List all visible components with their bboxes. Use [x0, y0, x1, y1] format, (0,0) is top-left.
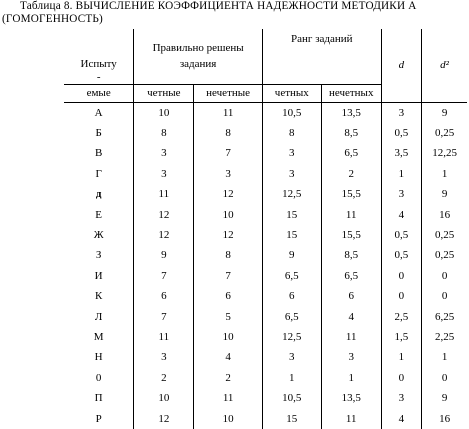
cell-d2-value: 1: [422, 347, 467, 367]
cell-subject: Б: [95, 127, 102, 140]
cell-even-correct: 2: [134, 368, 194, 388]
cell-d2-value: 0,25: [422, 123, 467, 143]
cell-odd-rank: 6,5: [321, 266, 381, 286]
cell-d-value: 2,5: [381, 306, 421, 326]
cell-odd-correct: 4: [194, 347, 263, 367]
cell-d-value: 0,5: [381, 245, 421, 265]
cell-subject: Е: [95, 208, 103, 221]
cell-odd-rank: 4: [321, 306, 381, 326]
cell-even-rank: 15: [262, 408, 321, 428]
cell-even-correct: 12: [134, 225, 194, 245]
header-subject-top: [64, 29, 134, 84]
table-row: [64, 266, 467, 286]
table-row: [64, 368, 467, 388]
cell-odd-correct: 10: [194, 327, 263, 347]
cell-odd-correct: 8: [194, 245, 263, 265]
cell-subject: Л: [94, 310, 103, 323]
table-caption: [2, 0, 467, 26]
cell-d2-value: 0,25: [422, 245, 467, 265]
cell-subject: Н: [94, 351, 103, 364]
cell-odd-correct: 11: [194, 388, 263, 408]
cell-even-rank: 9: [262, 245, 321, 265]
cell-d2-value: 9: [422, 388, 467, 408]
cell-odd-correct: 2: [194, 368, 263, 388]
table-row: [64, 388, 467, 408]
cell-even-correct: 7: [134, 306, 194, 326]
cell-even-rank: 6,5: [262, 306, 321, 326]
cell-d2-value: 0,25: [422, 225, 467, 245]
table-row: [64, 306, 467, 326]
cell-odd-rank: 8,5: [321, 123, 381, 143]
cell-d2-value: 0: [422, 286, 467, 306]
cell-even-rank: 3: [262, 164, 321, 184]
cell-odd-rank: 11: [321, 408, 381, 428]
table-row: [64, 204, 467, 224]
cell-d2-value: 6,25: [422, 306, 467, 326]
cell-odd-correct: 5: [194, 306, 263, 326]
cell-d-value: 3: [381, 388, 421, 408]
cell-subject: А: [94, 106, 103, 119]
cell-d2-value: 1: [422, 164, 467, 184]
cell-even-rank: 15: [262, 204, 321, 224]
cell-d-value: 1: [381, 347, 421, 367]
cell-d-value: 3: [381, 184, 421, 204]
table-row: [64, 286, 467, 306]
table-row: [64, 327, 467, 347]
cell-even-rank: 3: [262, 347, 321, 367]
cell-d2-value: 16: [422, 204, 467, 224]
cell-odd-rank: 11: [321, 327, 381, 347]
caption-line-2: (ГОМОГЕННОСТЬ): [2, 12, 103, 25]
table-row: [64, 164, 467, 184]
cell-even-correct: 10: [134, 102, 194, 123]
cell-even-correct: 12: [134, 408, 194, 428]
cell-d-value: 0: [381, 368, 421, 388]
cell-odd-rank: 15,5: [321, 184, 381, 204]
cell-subject: П: [94, 392, 103, 405]
cell-d2-value: 0: [422, 266, 467, 286]
cell-even-correct: 3: [134, 143, 194, 163]
cell-d2-value: 9: [422, 102, 467, 123]
cell-odd-correct: 6: [194, 286, 263, 306]
header-subject-bottom: емые: [64, 84, 134, 102]
cell-d-value: 4: [381, 408, 421, 428]
cell-even-correct: 12: [134, 204, 194, 224]
cell-even-rank: 1: [262, 368, 321, 388]
cell-even-rank: 10,5: [262, 388, 321, 408]
cell-d2-value: 9: [422, 184, 467, 204]
cell-d-value: 3,5: [381, 143, 421, 163]
cell-odd-rank: 2: [321, 164, 381, 184]
cell-d-value: 1: [381, 164, 421, 184]
cell-odd-rank: 3: [321, 347, 381, 367]
cell-d2-value: 16: [422, 408, 467, 428]
cell-even-rank: 6,5: [262, 266, 321, 286]
cell-odd-correct: 11: [194, 102, 263, 123]
cell-d-value: 1,5: [381, 327, 421, 347]
cell-d-value: 0,5: [381, 225, 421, 245]
header-correct-group: Правильно решены задания: [134, 29, 263, 84]
table-row: [64, 245, 467, 265]
cell-subject: Г: [95, 167, 102, 180]
cell-even-correct: 11: [134, 327, 194, 347]
table-row: [64, 123, 467, 143]
cell-even-correct: 3: [134, 164, 194, 184]
cell-d-value: 3: [381, 102, 421, 123]
cell-even-rank: 12,5: [262, 184, 321, 204]
cell-odd-rank: 8,5: [321, 245, 381, 265]
cell-odd-rank: 6,5: [321, 143, 381, 163]
cell-odd-correct: 7: [194, 143, 263, 163]
cell-subject: К: [94, 290, 103, 303]
header-subject-line1: Испыту: [80, 57, 117, 70]
table-row: [64, 225, 467, 245]
cell-d-value: 0: [381, 266, 421, 286]
cell-odd-correct: 10: [194, 204, 263, 224]
cell-subject: З: [95, 249, 102, 262]
cell-even-rank: 15: [262, 225, 321, 245]
header-subject-line2: -: [96, 70, 101, 83]
table-row: [64, 143, 467, 163]
cell-d2-value: 0: [422, 368, 467, 388]
cell-even-rank: 6: [262, 286, 321, 306]
cell-d-value: 0: [381, 286, 421, 306]
cell-odd-rank: 6: [321, 286, 381, 306]
cell-d2-value: 2,25: [422, 327, 467, 347]
cell-odd-rank: 13,5: [321, 388, 381, 408]
cell-d-value: 0,5: [381, 123, 421, 143]
cell-subject: В: [94, 147, 103, 160]
cell-odd-correct: 12: [194, 184, 263, 204]
cell-odd-rank: 13,5: [321, 102, 381, 123]
cell-subject: д: [95, 188, 102, 201]
reliability-table: [64, 29, 467, 429]
cell-even-rank: 3: [262, 143, 321, 163]
cell-odd-correct: 10: [194, 408, 263, 428]
cell-even-rank: 12,5: [262, 327, 321, 347]
cell-d2-value: 12,25: [422, 143, 467, 163]
cell-odd-correct: 8: [194, 123, 263, 143]
header-d: d: [381, 29, 421, 102]
cell-subject: 0: [95, 371, 102, 384]
header-even: четные: [134, 84, 194, 102]
cell-odd-rank: 15,5: [321, 225, 381, 245]
cell-even-correct: 8: [134, 123, 194, 143]
cell-even-rank: 8: [262, 123, 321, 143]
cell-even-correct: 3: [134, 347, 194, 367]
cell-odd-correct: 7: [194, 266, 263, 286]
cell-odd-correct: 3: [194, 164, 263, 184]
header-rank-group: Ранг заданий: [262, 29, 381, 84]
cell-even-correct: 11: [134, 184, 194, 204]
cell-even-correct: 6: [134, 286, 194, 306]
cell-subject: Р: [95, 412, 102, 425]
cell-even-correct: 10: [134, 388, 194, 408]
header-odd-rank: нечетных: [321, 84, 381, 102]
cell-even-rank: 10,5: [262, 102, 321, 123]
header-odd: нечетные: [194, 84, 263, 102]
table-row: [64, 408, 467, 428]
cell-d-value: 4: [381, 204, 421, 224]
header-d2: d²: [422, 29, 467, 102]
cell-odd-correct: 12: [194, 225, 263, 245]
cell-subject: И: [94, 269, 103, 282]
header-even-rank: четных: [262, 84, 321, 102]
table-row: [64, 102, 467, 123]
cell-even-correct: 9: [134, 245, 194, 265]
cell-subject: М: [93, 330, 104, 343]
cell-subject: Ж: [93, 229, 104, 242]
table-row: [64, 347, 467, 367]
caption-line-1: Таблица 8. ВЫЧИСЛЕНИЕ КОЭФФИЦИЕНТА НАДЕЖНОСТИ МЕТОДИКИ А: [20, 0, 417, 12]
table-row: [64, 184, 467, 204]
cell-even-correct: 7: [134, 266, 194, 286]
cell-odd-rank: 11: [321, 204, 381, 224]
cell-odd-rank: 1: [321, 368, 381, 388]
